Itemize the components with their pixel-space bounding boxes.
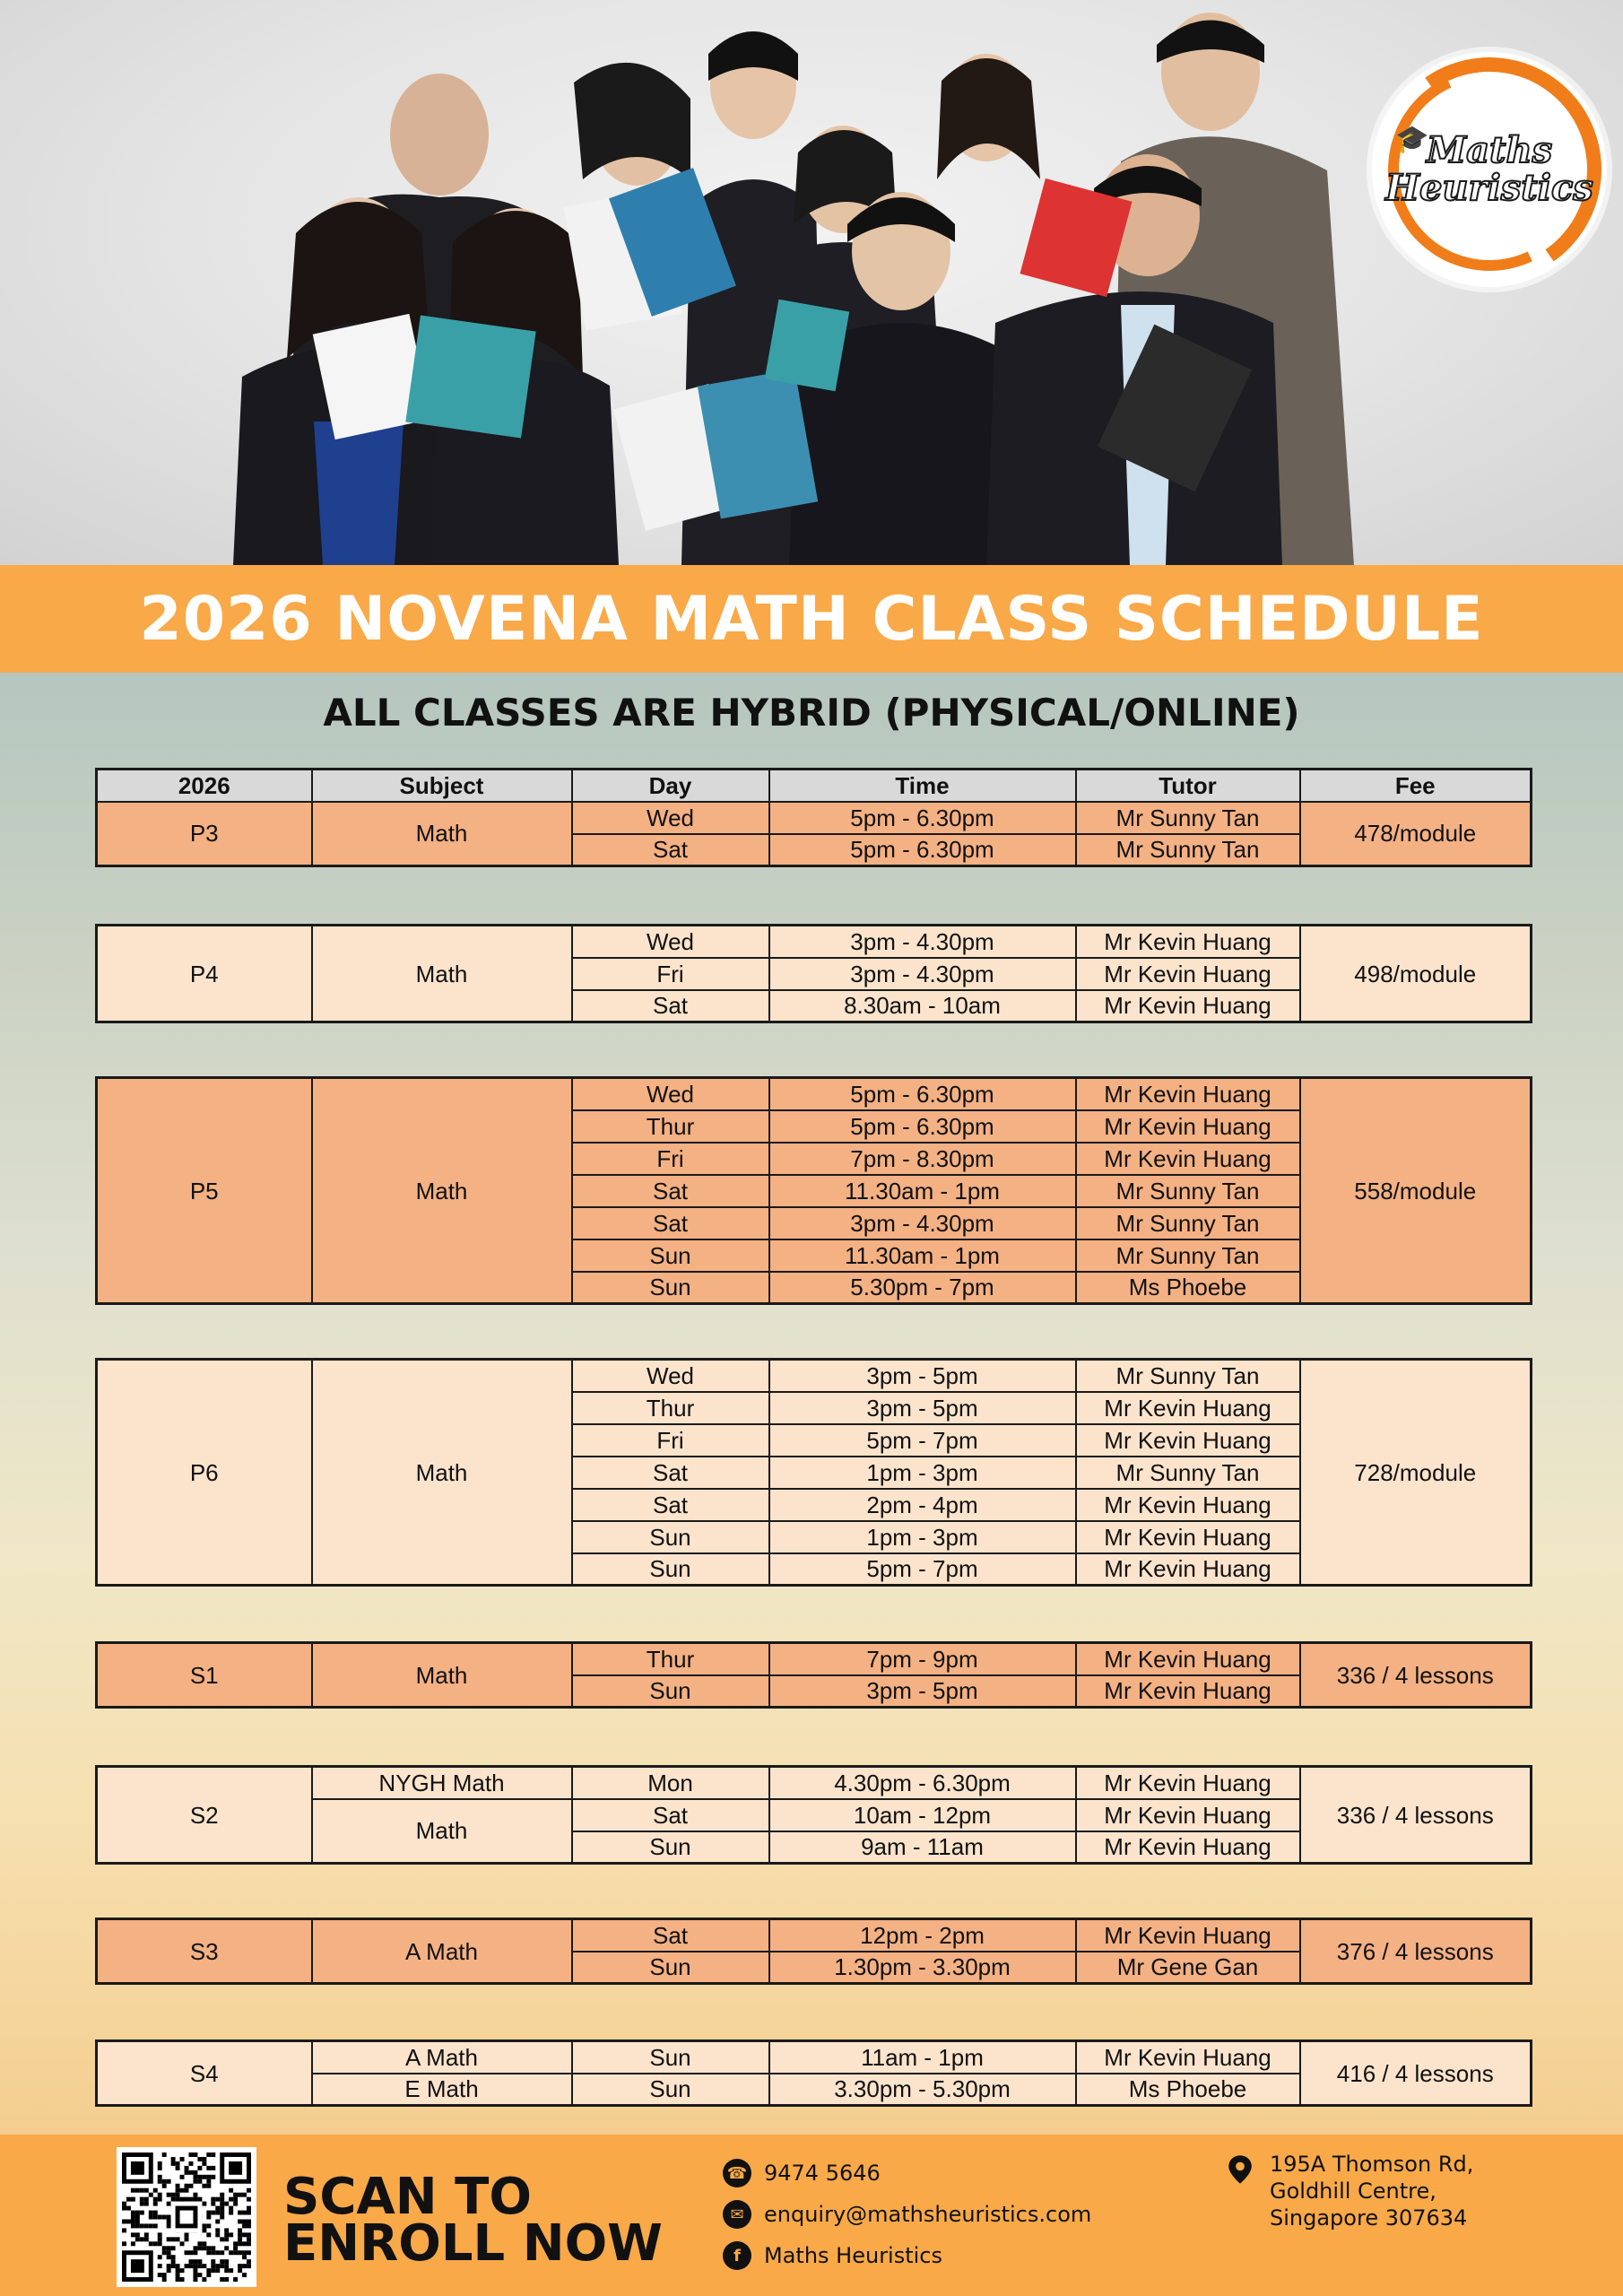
time-cell: 3pm - 4.30pm <box>769 926 1076 958</box>
tutor-cell: Mr Kevin Huang <box>1076 1767 1300 1799</box>
table-row <box>97 1919 1532 1952</box>
fee-cell: 376 / 4 lessons <box>1300 1919 1532 1984</box>
facebook-icon: f <box>723 2241 751 2270</box>
tutor-cell: Mr Gene Gan <box>1076 1952 1300 1984</box>
schedule-table-s4 <box>95 2039 1532 2107</box>
time-cell: 8.30am - 10am <box>769 990 1076 1022</box>
subject-cell: Math <box>312 1799 572 1864</box>
subject-cell: A Math <box>312 1919 572 1984</box>
time-cell: 1.30pm - 3.30pm <box>769 1952 1076 1984</box>
location-pin-icon <box>1225 2154 1255 2185</box>
day-cell: Sun <box>572 1239 769 1272</box>
day-cell: Sat <box>572 1489 769 1521</box>
day-cell: Sun <box>572 1272 769 1304</box>
hero-photo <box>0 0 1623 565</box>
time-cell: 5.30pm - 7pm <box>769 1272 1076 1304</box>
level-cell: S1 <box>97 1643 312 1708</box>
schedule-table-s2 <box>95 1765 1532 1865</box>
hybrid-subtitle: ALL CLASSES ARE HYBRID (PHYSICAL/ONLINE) <box>323 691 1300 735</box>
page-title: 2026 NOVENA MATH CLASS SCHEDULE <box>139 583 1484 655</box>
time-cell: 11.30am - 1pm <box>769 1239 1076 1272</box>
tutor-cell: Mr Sunny Tan <box>1076 1360 1300 1392</box>
time-cell: 3pm - 5pm <box>769 1675 1076 1708</box>
level-cell: S3 <box>97 1919 312 1984</box>
footer <box>0 2135 1623 2296</box>
tutor-cell: Mr Kevin Huang <box>1076 1831 1300 1864</box>
tutor-cell: Mr Kevin Huang <box>1076 1553 1300 1586</box>
day-cell: Fri <box>572 1143 769 1175</box>
tutor-cell: Mr Kevin Huang <box>1076 926 1300 958</box>
schedule-table-s3 <box>95 1918 1532 1985</box>
subject-cell: A Math <box>312 2041 572 2074</box>
tutor-cell: Mr Kevin Huang <box>1076 2041 1300 2074</box>
time-cell: 1pm - 3pm <box>769 1521 1076 1553</box>
table-row <box>97 1360 1532 1392</box>
tutor-cell: Mr Sunny Tan <box>1076 1175 1300 1207</box>
tutor-cell: Ms Phoebe <box>1076 2074 1300 2106</box>
qr-code[interactable] <box>117 2147 256 2287</box>
time-cell: 7pm - 9pm <box>769 1643 1076 1675</box>
facebook-row[interactable] <box>723 2235 1091 2276</box>
tutor-cell: Mr Sunny Tan <box>1076 1457 1300 1489</box>
tutor-cell: Mr Kevin Huang <box>1076 1521 1300 1553</box>
fee-cell: 728/module <box>1300 1360 1532 1586</box>
time-cell: 12pm - 2pm <box>769 1919 1076 1952</box>
tutor-cell: Mr Kevin Huang <box>1076 1919 1300 1952</box>
tutors-group-photo <box>0 0 1623 565</box>
phone-number: 9474 5646 <box>764 2161 881 2186</box>
day-cell: Sun <box>572 1831 769 1864</box>
tutor-cell: Ms Phoebe <box>1076 1272 1300 1304</box>
column-header: Time <box>769 770 1076 802</box>
schedule-table-p5 <box>95 1076 1532 1305</box>
email-address: enquiry@mathsheuristics.com <box>764 2202 1092 2227</box>
subject-cell: Math <box>312 1643 572 1708</box>
time-cell: 5pm - 7pm <box>769 1553 1076 1586</box>
time-cell: 7pm - 8.30pm <box>769 1143 1076 1175</box>
column-header: Subject <box>312 770 572 802</box>
subject-cell: Math <box>312 1360 572 1586</box>
email-icon: ✉ <box>723 2200 751 2229</box>
fee-cell: 416 / 4 lessons <box>1300 2041 1532 2106</box>
time-cell: 2pm - 4pm <box>769 1489 1076 1521</box>
fee-cell: 498/module <box>1300 926 1532 1022</box>
email-row[interactable] <box>723 2194 1091 2235</box>
tutor-cell: Mr Kevin Huang <box>1076 1799 1300 1831</box>
logo-line1: Maths <box>1426 129 1553 171</box>
time-cell: 5pm - 7pm <box>769 1424 1076 1457</box>
time-cell: 3pm - 4.30pm <box>769 958 1076 990</box>
address-line1: 195A Thomson Rd, <box>1270 2152 1474 2177</box>
day-cell: Sun <box>572 1675 769 1708</box>
subject-cell: Math <box>312 926 572 1022</box>
day-cell: Sat <box>572 834 769 866</box>
level-cell: S4 <box>97 2041 312 2106</box>
time-cell: 3pm - 5pm <box>769 1392 1076 1424</box>
tutor-cell: Mr Sunny Tan <box>1076 802 1300 834</box>
schedule-table-p4 <box>95 924 1532 1023</box>
time-cell: 5pm - 6.30pm <box>769 834 1076 866</box>
table-row <box>97 2041 1532 2074</box>
tutor-cell: Mr Kevin Huang <box>1076 990 1300 1022</box>
day-cell: Sat <box>572 1175 769 1207</box>
tutor-cell: Mr Kevin Huang <box>1076 1675 1300 1708</box>
subject-cell: NYGH Math <box>312 1767 572 1799</box>
schedule-table-s1 <box>95 1641 1532 1709</box>
day-cell: Fri <box>572 958 769 990</box>
schedule-table-p6 <box>95 1358 1532 1587</box>
enroll-line2: ENROLL NOW <box>283 2214 663 2273</box>
day-cell: Thur <box>572 1643 769 1675</box>
day-cell: Fri <box>572 1424 769 1457</box>
level-cell: S2 <box>97 1767 312 1864</box>
day-cell: Thur <box>572 1110 769 1143</box>
day-cell: Wed <box>572 1078 769 1110</box>
title-banner <box>0 565 1623 673</box>
time-cell: 5pm - 6.30pm <box>769 1078 1076 1110</box>
column-header: Tutor <box>1076 770 1300 802</box>
day-cell: Mon <box>572 1767 769 1799</box>
phone-row[interactable] <box>723 2152 1091 2194</box>
logo-line2: Heuristics <box>1385 167 1593 209</box>
column-header: Day <box>572 770 769 802</box>
level-cell: P3 <box>97 802 312 866</box>
tutor-cell: Mr Kevin Huang <box>1076 1143 1300 1175</box>
tutor-cell: Mr Kevin Huang <box>1076 958 1300 990</box>
fee-cell: 336 / 4 lessons <box>1300 1767 1532 1864</box>
time-cell: 4.30pm - 6.30pm <box>769 1767 1076 1799</box>
tutor-cell: Mr Sunny Tan <box>1076 1207 1300 1239</box>
time-cell: 10am - 12pm <box>769 1799 1076 1831</box>
time-cell: 11.30am - 1pm <box>769 1175 1076 1207</box>
day-cell: Sun <box>572 1553 769 1586</box>
enroll-line1: SCAN TO <box>283 2168 532 2226</box>
level-cell: P5 <box>97 1078 312 1304</box>
graduation-cap-icon: 🎓 <box>1395 125 1429 154</box>
tutor-cell: Mr Kevin Huang <box>1076 1392 1300 1424</box>
day-cell: Thur <box>572 1392 769 1424</box>
table-row <box>97 926 1532 958</box>
tutor-cell: Mr Kevin Huang <box>1076 1424 1300 1457</box>
tutor-cell: Mr Kevin Huang <box>1076 1110 1300 1143</box>
day-cell: Sun <box>572 2041 769 2074</box>
column-header: Fee <box>1300 770 1532 802</box>
table-row <box>97 1078 1532 1110</box>
level-cell: P6 <box>97 1360 312 1586</box>
time-cell: 3.30pm - 5.30pm <box>769 2074 1076 2106</box>
schedule-table-p3 <box>95 768 1532 867</box>
day-cell: Sun <box>572 2074 769 2106</box>
day-cell: Sun <box>572 1952 769 1984</box>
day-cell: Wed <box>572 802 769 834</box>
column-header: 2026 <box>97 770 312 802</box>
table-row <box>97 802 1532 834</box>
tutor-cell: Mr Kevin Huang <box>1076 1078 1300 1110</box>
tutor-cell: Mr Kevin Huang <box>1076 1643 1300 1675</box>
day-cell: Sat <box>572 1457 769 1489</box>
address-line2: Goldhill Centre, <box>1270 2179 1436 2204</box>
day-cell: Wed <box>572 926 769 958</box>
day-cell: Sat <box>572 1919 769 1952</box>
subject-cell: Math <box>312 1078 572 1304</box>
fee-cell: 478/module <box>1300 802 1532 866</box>
day-cell: Sat <box>572 1207 769 1239</box>
maths-heuristics-logo <box>1372 52 1607 287</box>
table-row <box>97 1767 1532 1799</box>
day-cell: Sun <box>572 1521 769 1553</box>
address-block <box>1225 2151 1473 2231</box>
day-cell: Sat <box>572 1799 769 1831</box>
time-cell: 3pm - 4.30pm <box>769 1207 1076 1239</box>
fee-cell: 336 / 4 lessons <box>1300 1643 1532 1708</box>
time-cell: 9am - 11am <box>769 1831 1076 1864</box>
fee-cell: 558/module <box>1300 1078 1532 1304</box>
subject-cell: Math <box>312 802 572 866</box>
enroll-cta <box>283 2168 663 2273</box>
time-cell: 11am - 1pm <box>769 2041 1076 2074</box>
table-header-row <box>97 770 1532 802</box>
time-cell: 5pm - 6.30pm <box>769 1110 1076 1143</box>
facebook-name: Maths Heuristics <box>764 2243 943 2268</box>
tutor-cell: Mr Kevin Huang <box>1076 1489 1300 1521</box>
whatsapp-icon: ☎ <box>723 2159 751 2187</box>
table-row <box>97 1643 1532 1675</box>
time-cell: 1pm - 3pm <box>769 1457 1076 1489</box>
subject-cell: E Math <box>312 2074 572 2106</box>
tutor-cell: Mr Sunny Tan <box>1076 1239 1300 1272</box>
address-line3: Singapore 307634 <box>1270 2205 1468 2231</box>
time-cell: 3pm - 5pm <box>769 1360 1076 1392</box>
qr-code-pattern <box>122 2152 251 2282</box>
day-cell: Sat <box>572 990 769 1022</box>
level-cell: P4 <box>97 926 312 1022</box>
day-cell: Wed <box>572 1360 769 1392</box>
time-cell: 5pm - 6.30pm <box>769 802 1076 834</box>
tutor-cell: Mr Sunny Tan <box>1076 834 1300 866</box>
contact-info <box>723 2152 1091 2276</box>
